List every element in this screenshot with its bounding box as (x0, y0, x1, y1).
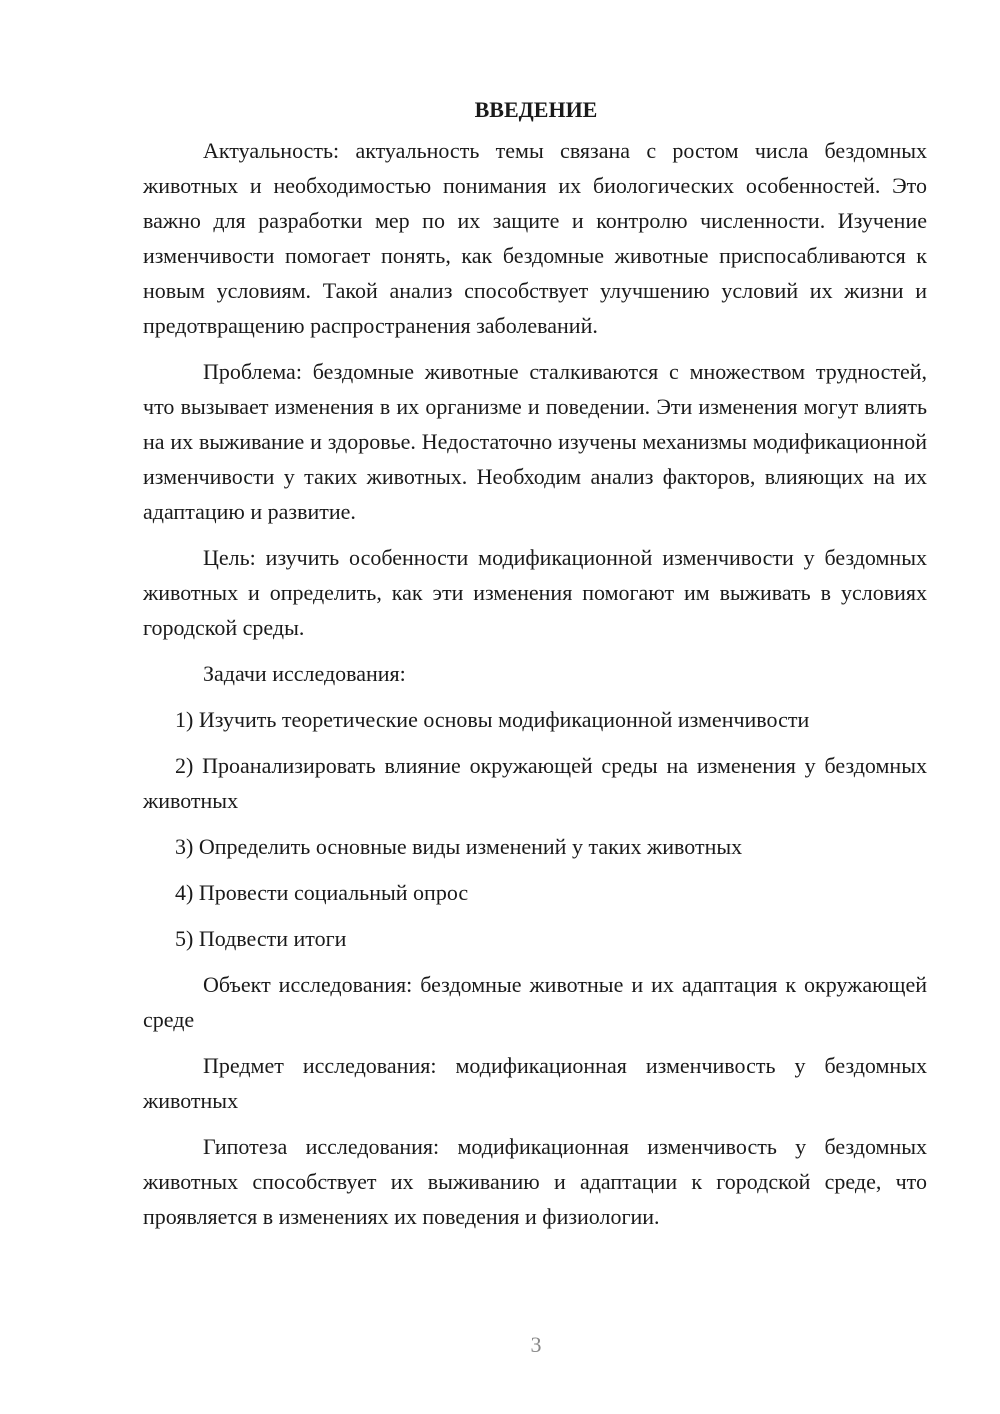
goal-paragraph: Цель: изучить особенности модификационной изменчивости у бездомных животных и определить, как эти изменения помогают им выживать в условиях городской среды. (143, 545, 927, 640)
section-heading: ВВЕДЕНИЕ (474, 97, 598, 122)
page-number: 3 (530, 1332, 542, 1357)
object-paragraph: Объект исследования: бездомные животные и их адаптация к окружающей среде (143, 972, 927, 1032)
problem-paragraph: Проблема: бездомные животные сталкиваются с множеством трудностей, что вызывает изменения в их организме и поведении. Эти изменения могут влиять на их выживание и здоровье. Недостаточно изучены механизмы модификационной изменчивости у таких животных. Необходим анализ факторов, влияющих на их адаптацию и развитие. (143, 359, 927, 524)
tasks-title: Задачи исследования: (203, 661, 406, 686)
task-item-2: 2) Проанализировать влияние окружающей среды на изменения у бездомных животных (143, 753, 927, 813)
subject-paragraph: Предмет исследования: модификационная изменчивость у бездомных животных (143, 1053, 927, 1113)
task-item-4: 4) Провести социальный опрос (175, 880, 469, 905)
relevance-paragraph: Актуальность: актуальность темы связана с ростом числа бездомных животных и необходимостью понимания их биологических особенностей. Это важно для разработки мер по их защите и контролю численности. Изучение изменчивости помогает понять, как бездомные животные приспосабливаются к новым условиям. Такой анализ способствует улучшению условий их жизни и предотвращению распространения заболеваний. (143, 138, 927, 338)
task-item-1: 1) Изучить теоретические основы модификационной изменчивости (175, 707, 810, 732)
document-page (143, 92, 927, 1234)
hypothesis-paragraph: Гипотеза исследования: модификационная изменчивость у бездомных животных способствует их выживанию и адаптации к городской среде, что проявляется в изменениях их поведения и физиологии. (143, 1134, 927, 1229)
task-item-5: 5) Подвести итоги (175, 926, 347, 951)
task-item-3: 3) Определить основные виды изменений у таких животных (175, 834, 743, 859)
